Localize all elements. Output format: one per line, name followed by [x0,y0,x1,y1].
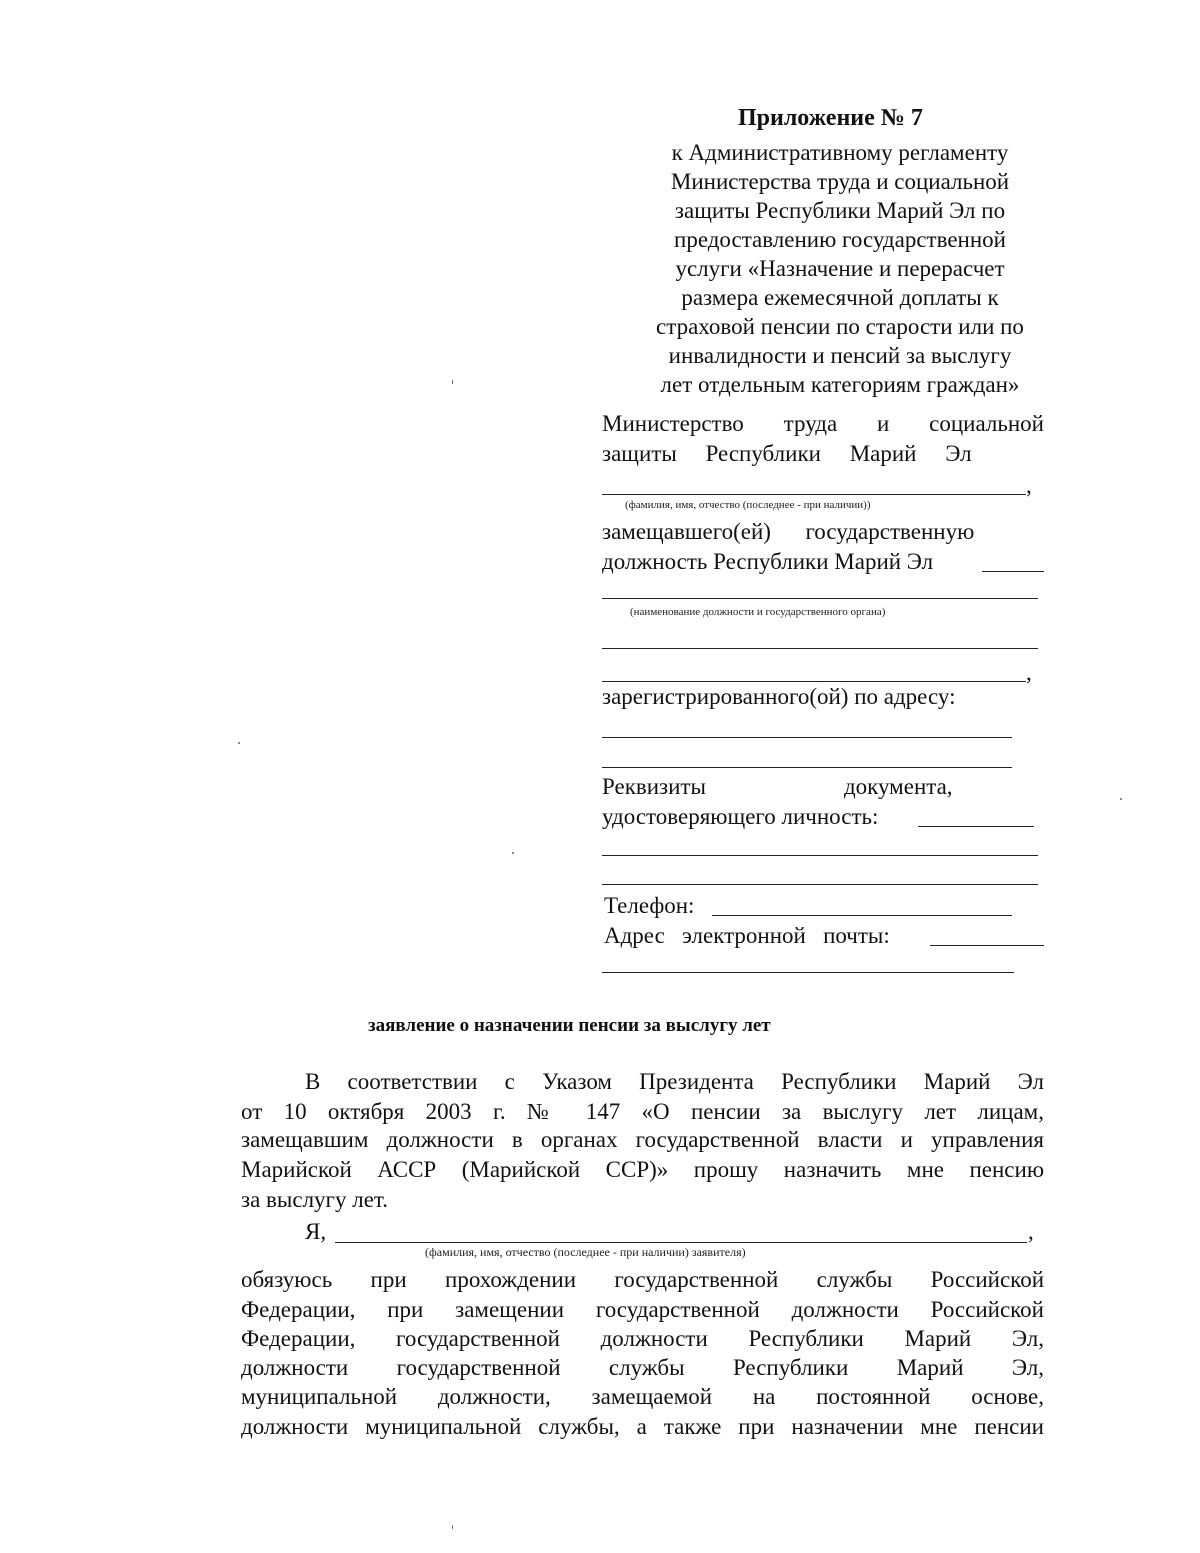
para2-line: муниципальной должности, замещаемой на постоянной основе, [241,1384,1044,1409]
requisites-label: Реквизиты документа, [602,774,953,799]
scan-speck [1120,798,1122,800]
appendix-line: к Административному регламенту [671,140,1009,165]
address-blank-line [602,737,1012,738]
scan-speck [238,742,240,744]
addressee-line-ministry: Министерство труда и социальной [602,411,1044,436]
para2-line: обязуюсь при прохождении государственной службы Российской [241,1267,1044,1292]
para1-line: за выслугу лет. [241,1187,388,1212]
email-blank-line [602,972,1014,973]
para2-line: Федерации, государственной должности Республики Марий Эл, [241,1326,1044,1351]
organ-blank-line-2 [602,681,1026,682]
ya-label: Я, [305,1219,327,1244]
organ-blank-line [602,648,1038,649]
applicant-blank-line [335,1242,1027,1243]
para2-line: Федерации, при замещении государственной должности Российской [241,1297,1044,1322]
id-document-label: удостоверяющего личность: [602,804,879,829]
address-blank-line-2 [602,767,1012,768]
appendix-line: лет отдельным категориям граждан» [660,372,1020,397]
caption-fio: (фамилия, имя, отчество (последнее - при наличии)) [625,499,871,511]
comma: , [1026,473,1032,498]
para1-line: Марийской АССР (Марийской ССР)» прошу назначить мне пенсию [241,1157,1044,1182]
addressee-line-position: должность Республики Марий Эл [602,549,934,574]
registered-label: зарегистрированного(ой) по адресу: [602,684,956,709]
caption-applicant: (фамилия, имя, отчество (последнее - при наличии) заявителя) [425,1245,746,1259]
appendix-line: предоставлению государственной [674,227,1006,252]
email-blank-short [930,945,1044,946]
id-blank-short [918,826,1034,827]
comma: , [1026,660,1032,685]
caption-position: (наименование должности и государственного органа) [630,606,886,618]
addressee-line-replaced: замещавшего(ей) государственную [602,519,975,544]
appendix-title: Приложение № 7 [738,105,923,131]
para1-line: В соответствии с Указом Президента Республики Марий Эл [305,1069,1044,1094]
appendix-line: Министерства труда и социальной [670,169,1010,194]
para2-line: должности государственной службы Республики Марий Эл, [241,1355,1044,1380]
scan-speck [512,852,514,854]
comma: , [1028,1219,1034,1244]
addressee-line-republic: защиты Республики Марий Эл [602,441,972,466]
appendix-line: размера ежемесячной доплаты к [681,285,999,310]
fio-blank-line [602,494,1026,495]
appendix-subtitle [600,138,1080,399]
scan-speck [452,1525,453,1529]
email-label: Адрес электронной почты: [604,923,890,948]
phone-label: Телефон: [604,893,695,918]
appendix-line: защиты Республики Марий Эл по [674,198,1006,223]
id-blank-line [602,855,1038,856]
appendix-line: страховой пенсии по старости или по [656,314,1024,339]
position-blank-line [602,598,1038,599]
para1-line: от 10 октября 2003 г. № 147 «О пенсии за выслугу лет лицам, [241,1099,1044,1124]
appendix-line: услуги «Назначение и перерасчет [675,256,1005,281]
appendix-line: инвалидности и пенсий за выслугу [668,343,1012,368]
phone-blank-line [712,915,1012,916]
position-blank-short [982,571,1044,572]
para2-line: должности муниципальной службы, а также при назначении мне пенсии [241,1414,1044,1439]
application-heading: заявление о назначении пенсии за выслугу лет [368,1015,771,1036]
scan-speck [452,380,453,384]
para1-line: замещавшим должности в органах государственной власти и управления [241,1127,1044,1152]
id-blank-line-2 [602,884,1038,885]
